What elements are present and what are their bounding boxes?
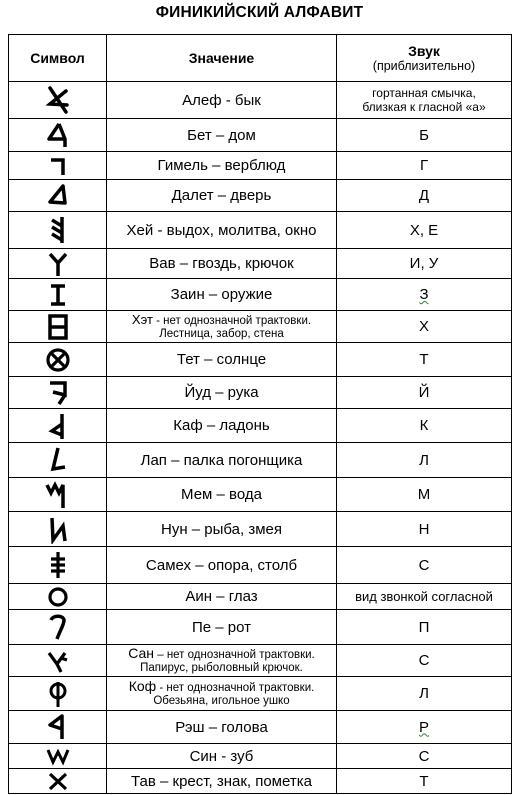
table-row [9, 547, 512, 584]
meaning-cell: Вав – гвоздь, крючок [107, 249, 337, 279]
sound-cell: вид звонкой согласной [337, 584, 512, 610]
sade-glyph [45, 648, 71, 674]
symbol-cell [9, 249, 107, 279]
symbol-cell [9, 478, 107, 512]
gimel-glyph [45, 154, 71, 178]
table-row [9, 512, 512, 547]
sound-line-1: гортанная смычка, [372, 86, 476, 100]
lamed-glyph [45, 445, 71, 475]
symbol-cell [9, 180, 107, 212]
yod-glyph [45, 379, 71, 407]
meaning-cell [107, 311, 337, 343]
sound-cell: И, У [337, 249, 512, 279]
meaning-cell: Лап – палка погонщика [107, 443, 337, 478]
meaning-note: - нет однозначной трактовки. [156, 681, 315, 694]
symbol-cell [9, 343, 107, 377]
symbol-cell [9, 119, 107, 152]
table-row [9, 584, 512, 610]
meaning-cell: Тет – солнце [107, 343, 337, 377]
meaning-cell: Бет – дом [107, 119, 337, 152]
symbol-cell [9, 443, 107, 478]
sound-cell: Х, Е [337, 212, 512, 249]
meaning-cell: Алеф - бык [107, 82, 337, 119]
sound-cell: Й [337, 377, 512, 409]
meaning-main: Коф [128, 677, 157, 694]
meaning-cell [107, 677, 337, 711]
sound-cell [337, 279, 512, 311]
meaning-cell: Йуд – рука [107, 377, 337, 409]
resh-glyph [45, 713, 71, 741]
table-row [9, 610, 512, 645]
meaning-cell: Далет – дверь [107, 180, 337, 212]
table-row [9, 152, 512, 180]
sound-cell: Т [337, 343, 512, 377]
meaning-cell: Заин – оружие [107, 279, 337, 311]
ayin-glyph [45, 586, 71, 608]
teth-glyph [45, 347, 71, 373]
symbol-cell [9, 311, 107, 343]
zayin-glyph [45, 282, 71, 308]
symbol-cell [9, 645, 107, 677]
sound-cell: М [337, 478, 512, 512]
sound-cell: Л [337, 443, 512, 478]
symbol-cell [9, 547, 107, 584]
table-row [9, 409, 512, 443]
symbol-cell [9, 769, 107, 794]
meaning-cell: Аин – глаз [107, 584, 337, 610]
shin-glyph [45, 746, 71, 766]
symbol-cell [9, 279, 107, 311]
meaning-cell: Рэш – голова [107, 711, 337, 744]
meaning-cell: Хей - выдох, молитва, окно [107, 212, 337, 249]
aleph-glyph [45, 85, 71, 115]
page-title: ФИНИКИЙСКИЙ АЛФАВИТ [155, 4, 364, 21]
meaning-cell: Мем – вода [107, 478, 337, 512]
header-sound-label: Звук [408, 43, 440, 59]
sound-cell: Б [337, 119, 512, 152]
sound-cell [337, 82, 512, 119]
nun-glyph [45, 514, 71, 544]
table-row [9, 343, 512, 377]
table-row [9, 119, 512, 152]
symbol-cell [9, 584, 107, 610]
table-row [9, 744, 512, 769]
sound-line-2: близкая к гласной «а» [362, 100, 486, 114]
symbol-cell [9, 744, 107, 769]
table-row [9, 82, 512, 119]
sound-cell: Г [337, 152, 512, 180]
mem-glyph [44, 480, 72, 510]
waw-glyph [45, 251, 71, 277]
symbol-cell [9, 212, 107, 249]
meaning-cell: Нун – рыба, змея [107, 512, 337, 547]
header-meaning: Значение [107, 35, 337, 82]
sound-value: З [419, 286, 429, 303]
sound-cell: П [337, 610, 512, 645]
meaning-note: – нет однозначной трактовки. [154, 648, 315, 661]
meaning-cell: Каф – ладонь [107, 409, 337, 443]
pe-glyph [45, 612, 71, 642]
table-row [9, 377, 512, 409]
sound-cell: Д [337, 180, 512, 212]
meaning-main: Сан [128, 644, 155, 661]
meaning-cell: Пе – рот [107, 610, 337, 645]
sound-cell: Х [337, 311, 512, 343]
table-row [9, 711, 512, 744]
meaning-note: - нет однозначной трактовки. [152, 314, 312, 327]
header-sound [337, 35, 512, 82]
symbol-cell [9, 82, 107, 119]
table-row [9, 279, 512, 311]
meaning-cell: Самех – опора, столб [107, 547, 337, 584]
symbol-cell [9, 377, 107, 409]
symbol-cell [9, 152, 107, 180]
sound-cell: Н [337, 512, 512, 547]
sound-cell: Л [337, 677, 512, 711]
meaning-cell: Син - зуб [107, 744, 337, 769]
table-row [9, 443, 512, 478]
sound-cell: К [337, 409, 512, 443]
symbol-cell [9, 512, 107, 547]
table-row [9, 677, 512, 711]
sound-cell: С [337, 547, 512, 584]
header-symbol: Символ [9, 35, 107, 82]
sound-value: Р [418, 718, 429, 736]
symbol-cell [9, 409, 107, 443]
meaning-main: Хэт [131, 311, 153, 327]
table-row [9, 180, 512, 212]
symbol-cell [9, 610, 107, 645]
samekh-glyph [45, 549, 71, 581]
dalet-glyph [45, 183, 71, 209]
meaning-note-2: Лестница, забор, стена [159, 327, 284, 340]
sound-cell [337, 711, 512, 744]
table-row [9, 249, 512, 279]
meaning-note-2: Папирус, рыболовный крючок. [140, 661, 303, 674]
sound-cell: С [337, 744, 512, 769]
sound-cell: Т [337, 769, 512, 794]
meaning-cell [107, 645, 337, 677]
symbol-cell [9, 711, 107, 744]
taw-glyph [45, 771, 71, 791]
heth-glyph [45, 313, 71, 341]
meaning-cell: Тав – крест, знак, пометка [107, 769, 337, 794]
table-row [9, 769, 512, 794]
header-row [9, 35, 512, 82]
sound-cell: С [337, 645, 512, 677]
table-row [9, 311, 512, 343]
table-row [9, 645, 512, 677]
kaph-glyph [45, 411, 71, 441]
header-sound-note: (приблизительно) [372, 59, 476, 73]
symbol-cell [9, 677, 107, 711]
meaning-cell: Гимель – верблюд [107, 152, 337, 180]
table-row [9, 478, 512, 512]
table-row [9, 212, 512, 249]
meaning-note-2: Обезьяна, игольное ушко [153, 694, 290, 707]
bet-glyph [45, 121, 71, 149]
he-glyph [45, 214, 71, 246]
alphabet-table [8, 34, 512, 794]
qoph-glyph [45, 679, 71, 709]
